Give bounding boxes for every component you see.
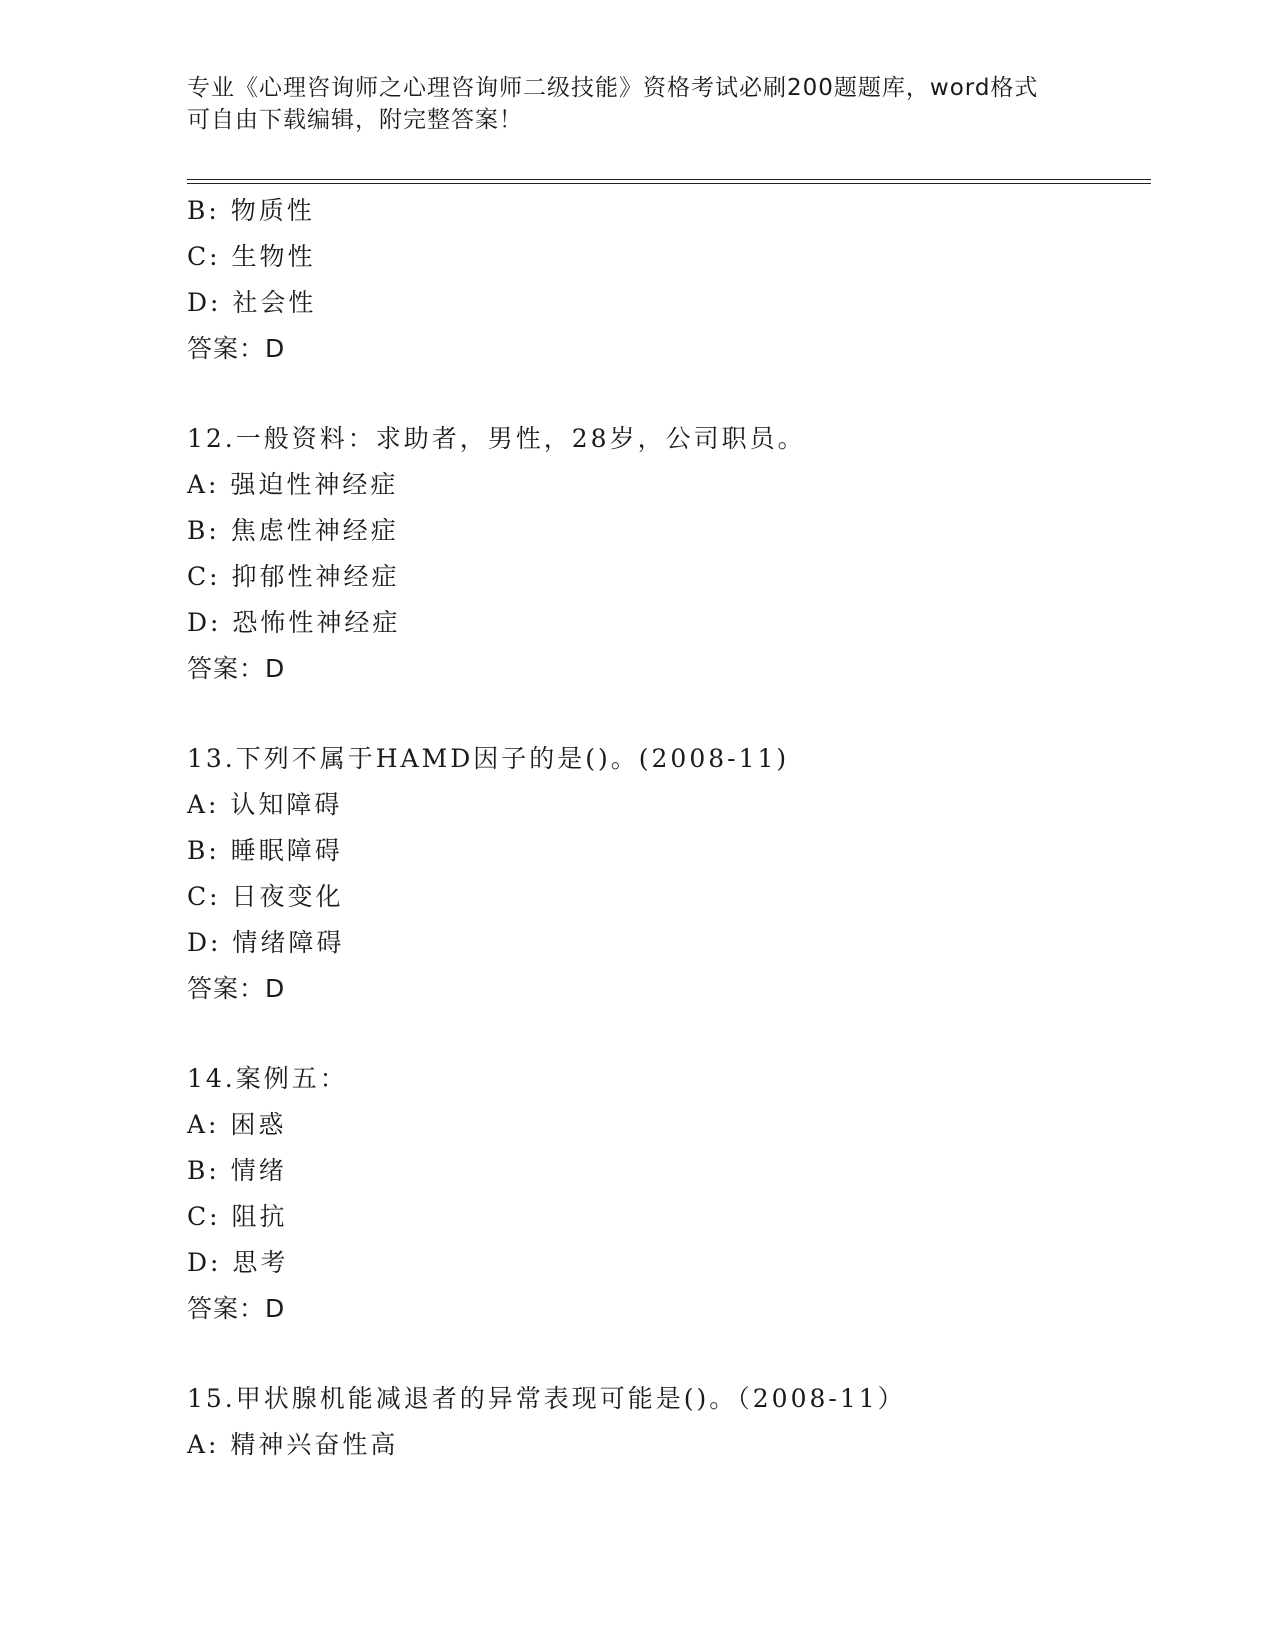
question-15 <box>187 1376 1147 1468</box>
answer-line: 答案：D <box>187 334 286 363</box>
question-stem: 13.下列不属于HAMD因子的是()。(2008-11) <box>187 744 790 773</box>
option-d: D: 思考 <box>187 1248 289 1277</box>
header-title-line-2: 可自由下载编辑，附完整答案！ <box>187 107 523 133</box>
option-b: B: 睡眠障碍 <box>187 836 343 865</box>
option-a: A: 精神兴奋性高 <box>187 1430 399 1459</box>
option-d: D: 恐怖性神经症 <box>187 608 401 637</box>
question-14 <box>187 1056 1147 1332</box>
document-header <box>187 72 1067 136</box>
question-stem: 14.案例五： <box>187 1064 348 1093</box>
answer-line: 答案：D <box>187 974 286 1003</box>
question-stem: 15.甲状腺机能减退者的异常表现可能是()。（2008-11） <box>187 1384 906 1413</box>
option-d: D: 情绪障碍 <box>187 928 345 957</box>
question-stem: 12.一般资料：求助者，男性，28岁，公司职员。 <box>187 424 806 453</box>
answer-line: 答案：D <box>187 654 286 683</box>
option-d: D: 社会性 <box>187 288 317 317</box>
answer-line: 答案：D <box>187 1294 286 1323</box>
header-divider <box>187 179 1151 184</box>
question-list <box>187 188 1147 1468</box>
option-a: A: 认知障碍 <box>187 790 343 819</box>
header-title-line-1: 专业《心理咨询师之心理咨询师二级技能》资格考试必刷200题题库，word格式 <box>187 75 1039 101</box>
question-12 <box>187 416 1147 692</box>
question-spacer <box>187 1012 1147 1056</box>
question-13 <box>187 736 1147 1012</box>
option-a: A: 强迫性神经症 <box>187 470 399 499</box>
option-c: C: 阻抗 <box>187 1202 288 1231</box>
question-spacer <box>187 692 1147 736</box>
question-spacer <box>187 372 1147 416</box>
option-b: B: 物质性 <box>187 196 315 225</box>
option-a: A: 困惑 <box>187 1110 287 1139</box>
question-carryover <box>187 188 1147 372</box>
option-b: B: 焦虑性神经症 <box>187 516 399 545</box>
option-b: B: 情绪 <box>187 1156 287 1185</box>
question-spacer <box>187 1332 1147 1376</box>
option-c: C: 生物性 <box>187 242 316 271</box>
option-c: C: 抑郁性神经症 <box>187 562 400 591</box>
option-c: C: 日夜变化 <box>187 882 344 911</box>
